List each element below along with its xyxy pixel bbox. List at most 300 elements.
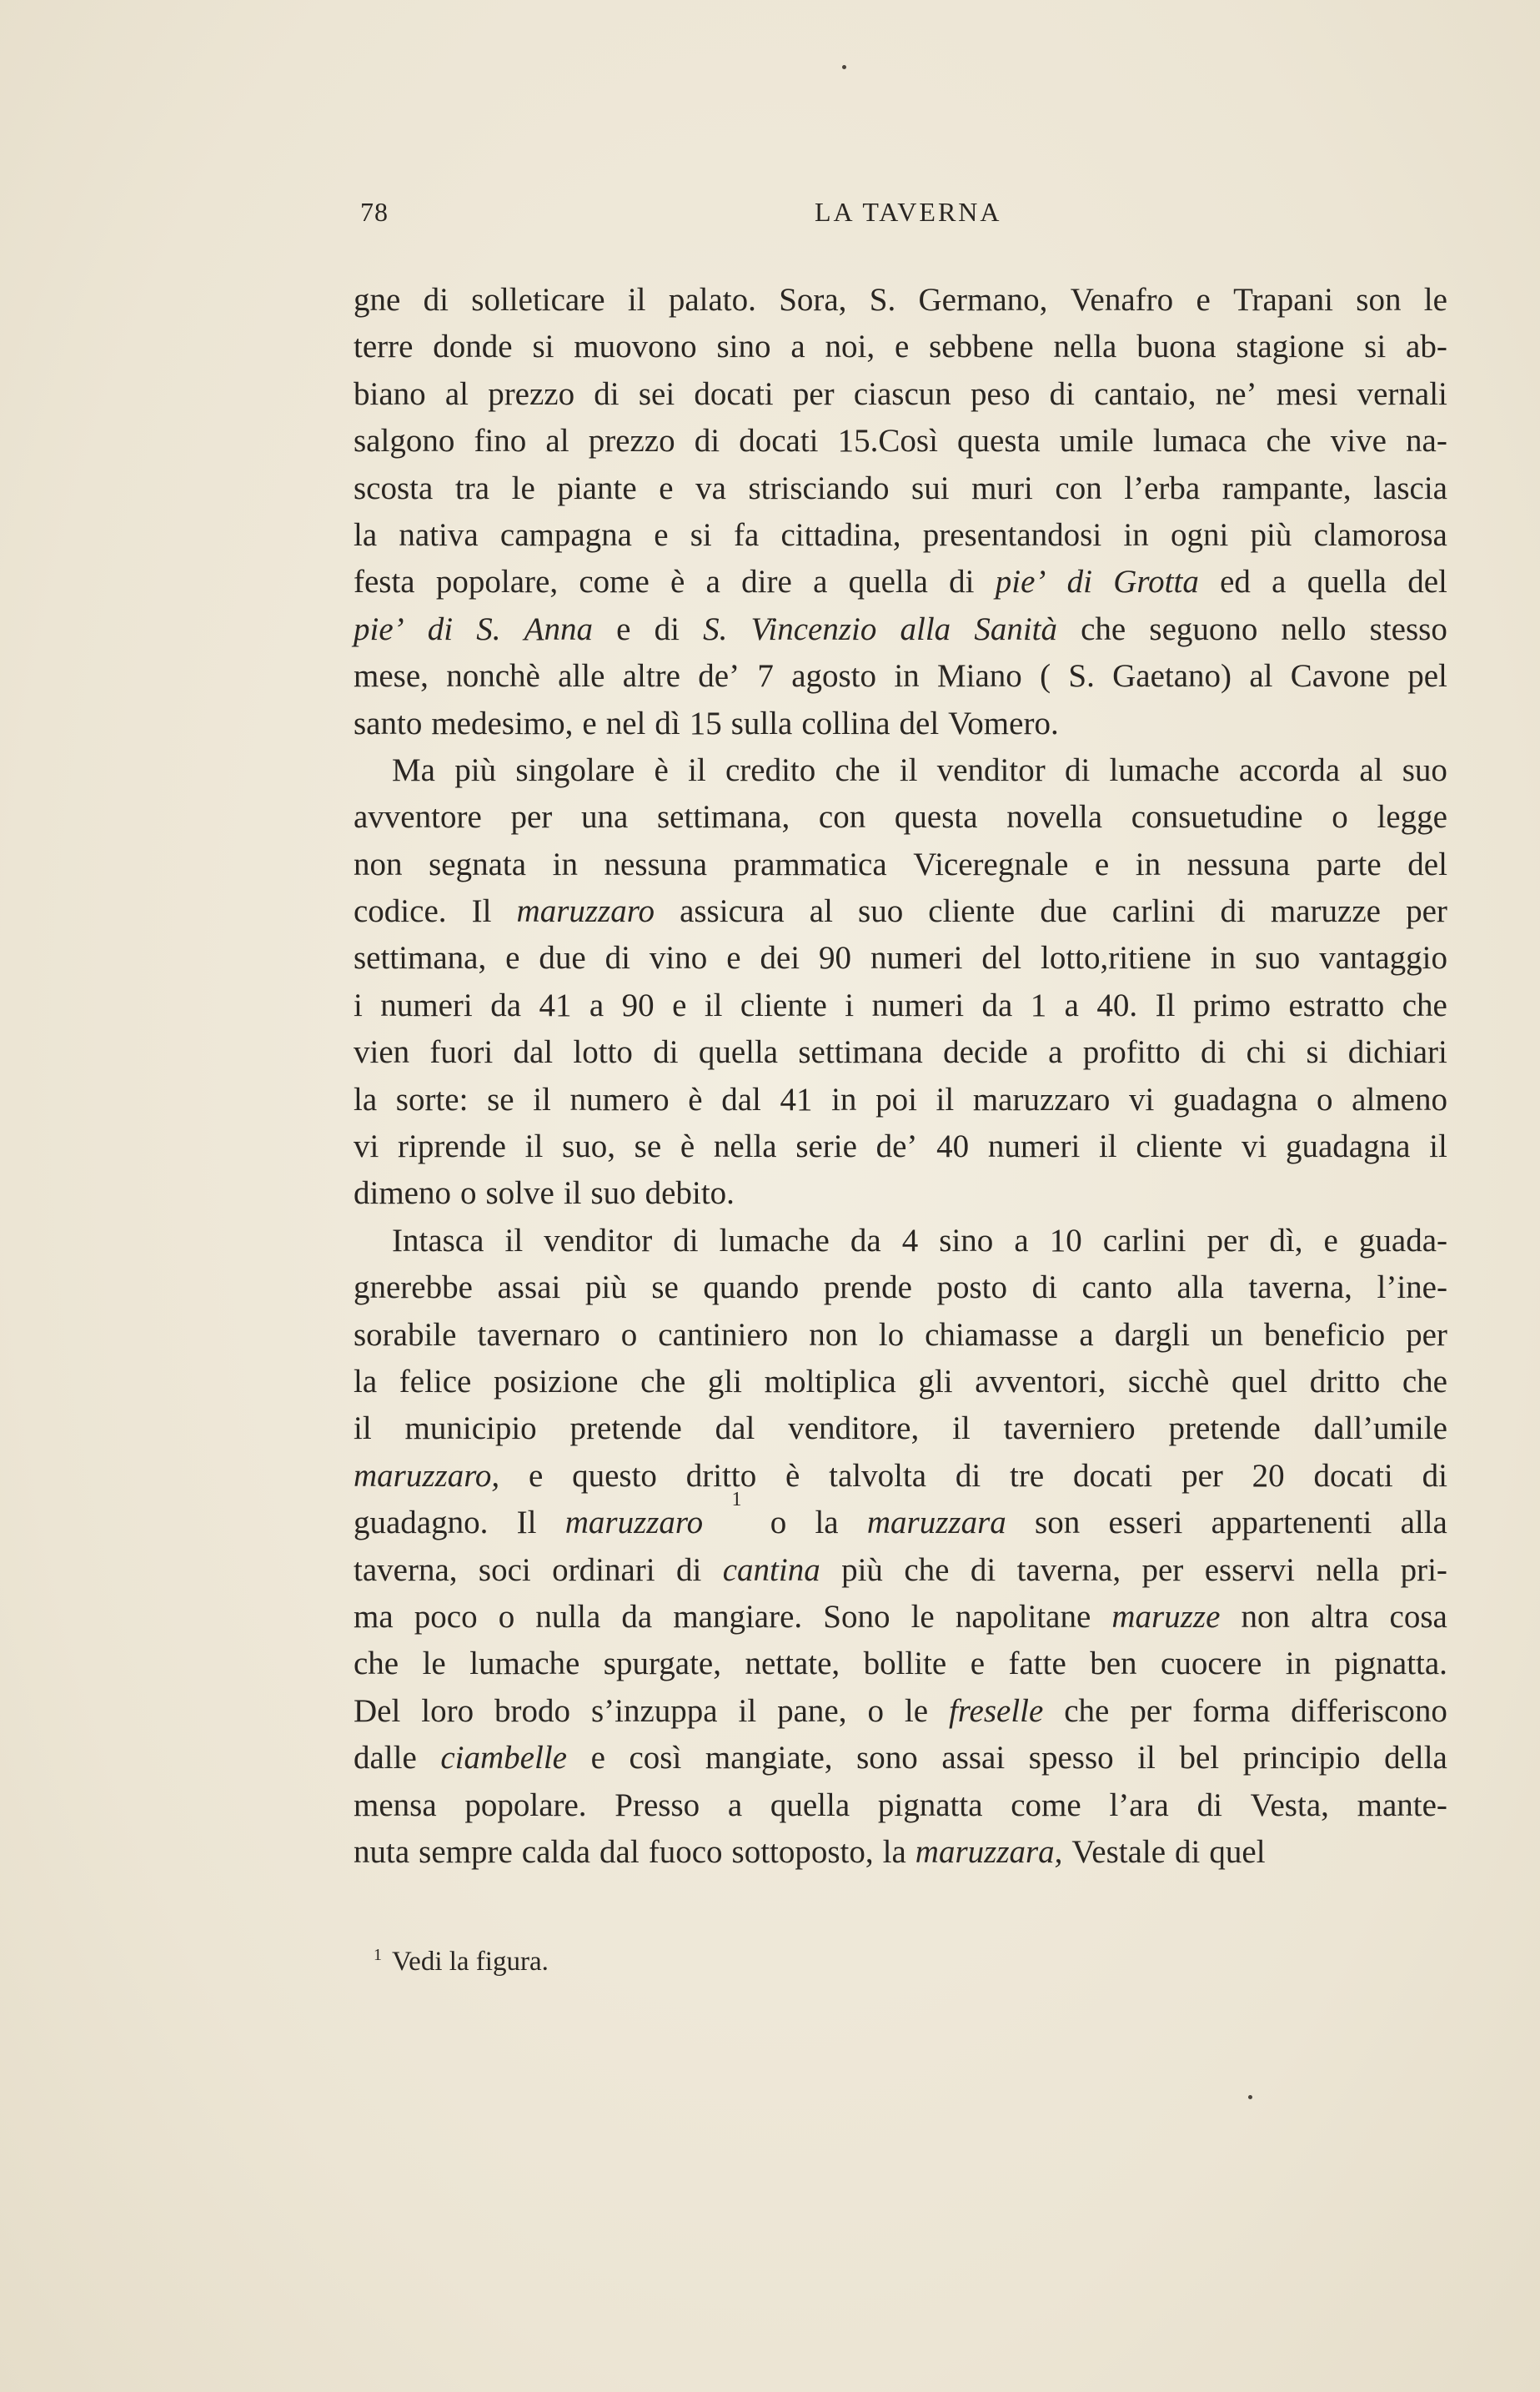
word: medesimo, [431, 705, 574, 741]
word: 20 [1252, 1457, 1285, 1494]
word: che [835, 751, 880, 788]
word: poco [414, 1598, 478, 1635]
word: di [675, 1551, 702, 1588]
word: maruzze [1270, 893, 1381, 930]
word: maruzzaro [972, 1081, 1111, 1118]
word: novella [1006, 799, 1103, 836]
word: se [487, 1081, 514, 1118]
word: e [505, 940, 520, 977]
word: piante [557, 470, 637, 506]
page-header [360, 197, 1019, 237]
word: loro [421, 1692, 474, 1729]
word: di [955, 1457, 981, 1494]
word: avventori, [975, 1363, 1106, 1400]
word: o [867, 1692, 884, 1729]
word: numeri [380, 987, 473, 1023]
word: alla [1176, 1269, 1224, 1306]
word: ed [1220, 564, 1251, 601]
word: chi [1246, 1034, 1287, 1071]
word: muri [971, 470, 1033, 506]
word: vantaggio [1319, 940, 1447, 977]
word: da [490, 987, 521, 1023]
word: brodo [494, 1692, 571, 1729]
word: suo [858, 893, 904, 930]
word: il [1098, 1128, 1117, 1165]
word: dichiari [1347, 1034, 1447, 1071]
word: taverniero [1003, 1410, 1136, 1447]
word: estratto [1288, 987, 1385, 1023]
word: lumache [1109, 751, 1220, 788]
word: lumache [719, 1222, 830, 1259]
word: lumache [469, 1646, 580, 1682]
word: 7 [757, 658, 774, 695]
word: di [604, 940, 630, 977]
text-line [354, 1641, 1447, 1687]
word: con [1055, 470, 1102, 506]
word: quel [1231, 1363, 1288, 1400]
word: carlini [1102, 1222, 1186, 1259]
word: al [444, 375, 469, 412]
text-line [354, 1123, 1447, 1170]
word: quella [1307, 564, 1387, 601]
word: di [1200, 1034, 1226, 1071]
word: vi [1241, 1128, 1267, 1165]
word: venditor [936, 751, 1046, 788]
word: quella [770, 1786, 850, 1823]
word: che [354, 1646, 399, 1682]
word: il [688, 751, 706, 788]
word: ma [354, 1598, 394, 1635]
word: per [792, 375, 835, 412]
word: di [427, 611, 454, 647]
word: Trapani [1233, 282, 1333, 318]
word: una [580, 799, 629, 836]
word: non [809, 1316, 858, 1353]
word: nella [1316, 1551, 1380, 1588]
word: di [1049, 375, 1075, 412]
word: si [532, 329, 554, 365]
word: Sono [823, 1598, 890, 1635]
word: solleticare [471, 282, 605, 318]
word: il [354, 1410, 372, 1447]
word: dì, [1269, 1222, 1303, 1259]
word: Germano, [918, 282, 1048, 318]
word: tavernaro [477, 1316, 600, 1353]
word: Intasca [392, 1222, 484, 1259]
word: buona [1136, 329, 1216, 365]
word: Cavone [1290, 658, 1390, 695]
word: S. [869, 282, 896, 318]
word: 4 [901, 1222, 919, 1259]
word: settimana [798, 1034, 923, 1071]
word: il [533, 1081, 551, 1118]
word: tra [454, 470, 490, 506]
word: nonchè [446, 658, 540, 695]
word: i [354, 987, 363, 1023]
word: primo [1192, 987, 1272, 1023]
word: maruzzaro [564, 1505, 704, 1541]
text-line [354, 1829, 1447, 1876]
word: e [894, 329, 910, 365]
word: Viceregnale [913, 846, 1069, 882]
word: pie’ [995, 564, 1046, 601]
word: alle [558, 658, 605, 695]
word: che [1081, 611, 1126, 647]
word: la [354, 1363, 378, 1400]
word: stesso [1369, 611, 1447, 647]
word: canto [1081, 1269, 1152, 1306]
word: guadagna [1172, 1081, 1298, 1118]
text-line [354, 1688, 1447, 1735]
word: suo [590, 1175, 636, 1212]
word: soci [478, 1551, 531, 1588]
word: cittadina, [780, 516, 901, 553]
word: maruzzara, [915, 1833, 1063, 1870]
word: di [1220, 893, 1246, 930]
text-line [354, 842, 1447, 888]
word: a [1079, 1316, 1094, 1353]
text-line [354, 1735, 1447, 1781]
word: sono [856, 1740, 918, 1776]
word: o [770, 1505, 787, 1541]
text-line [354, 1218, 1447, 1264]
text-line [354, 1594, 1447, 1641]
word: numero [569, 1081, 670, 1118]
word: un [1210, 1316, 1243, 1353]
word: che [1402, 1363, 1447, 1400]
word: se [651, 1269, 679, 1306]
word: e [528, 1457, 544, 1494]
word: e [672, 987, 687, 1023]
word: cliente [740, 987, 827, 1023]
word: numeri [987, 1128, 1081, 1165]
word: il [899, 751, 918, 788]
word: Presso [614, 1786, 700, 1823]
word: la [882, 1833, 906, 1870]
word: della [1384, 1740, 1447, 1776]
text-line [354, 1264, 1447, 1311]
text-line [354, 701, 1447, 747]
word: ab- [1406, 329, 1447, 365]
word: ne’ [1215, 375, 1257, 412]
text-line [354, 1782, 1447, 1829]
word: dal [513, 1034, 554, 1071]
text-line [354, 1359, 1447, 1405]
word: Gaetano) [1112, 658, 1232, 695]
word: 40. [1096, 987, 1138, 1023]
word: assai [941, 1740, 1006, 1776]
word: vi [1129, 1081, 1155, 1118]
word: popolare. [464, 1786, 587, 1823]
word: cliente [1136, 1128, 1223, 1165]
word: ciambelle [440, 1740, 567, 1776]
word: gli [707, 1363, 743, 1400]
word: mangiare. [673, 1598, 803, 1635]
word: scosta [354, 470, 434, 506]
word: posto [936, 1269, 1007, 1306]
text-line [354, 747, 1447, 794]
word: al [1359, 751, 1383, 788]
word: come [1011, 1786, 1081, 1823]
word: nativa [399, 516, 479, 553]
word: o [498, 1598, 515, 1635]
word: il [1137, 1740, 1156, 1776]
word: a [1272, 564, 1287, 601]
word: appartenenti [1211, 1505, 1372, 1541]
word: sebbene [929, 329, 1034, 365]
word: mante- [1357, 1786, 1447, 1823]
word: prammatica [733, 846, 887, 882]
word: in [894, 658, 920, 695]
word: del [1407, 846, 1447, 882]
word: dei [760, 940, 800, 977]
word: quella [848, 564, 928, 601]
text-line [354, 606, 1447, 653]
word: prezzo [588, 423, 675, 460]
word: assicura [680, 893, 785, 930]
word: questa [957, 423, 1041, 460]
word: dritto [685, 1457, 757, 1494]
footnote [374, 1938, 549, 1978]
word: nettate, [745, 1646, 840, 1682]
word: del [899, 705, 940, 741]
word: cantiniero [658, 1316, 789, 1353]
word: tre [1010, 1457, 1045, 1494]
word: taverna, [1016, 1551, 1121, 1588]
word: 10 [1049, 1222, 1082, 1259]
word: serie [795, 1128, 857, 1165]
word: bel [1179, 1740, 1220, 1776]
word: e [582, 705, 597, 741]
word: sino [716, 329, 771, 365]
text-line [354, 465, 1447, 512]
word: docati [739, 423, 819, 460]
word: poi [875, 1081, 917, 1118]
word: e [1094, 846, 1110, 882]
word: mesi [1276, 375, 1338, 412]
word: 15.Così [837, 423, 938, 460]
word: cuocere [1161, 1646, 1262, 1682]
word: maruzzaro, [354, 1457, 500, 1494]
word: Vesta, [1250, 1786, 1329, 1823]
word: settimana, [354, 940, 487, 977]
word: l’erba [1124, 470, 1201, 506]
word: le [1423, 282, 1447, 318]
word: Del [354, 1692, 401, 1729]
word: taverna, [354, 1551, 458, 1588]
word: guadagna [1285, 1128, 1411, 1165]
word: maruzze [1111, 1598, 1221, 1635]
text-line [354, 1029, 1447, 1076]
word: per [1181, 1457, 1223, 1494]
word: vien [354, 1034, 410, 1071]
text-line [354, 418, 1447, 465]
word: maruzzara [866, 1505, 1006, 1541]
word: il [936, 1081, 955, 1118]
word: mangiate, [705, 1740, 833, 1776]
word: come [579, 564, 650, 601]
word: donde [433, 329, 513, 365]
word: sino [939, 1222, 994, 1259]
word: altre [622, 658, 680, 695]
word: che [1064, 1692, 1110, 1729]
word: solve [485, 1175, 554, 1212]
text-line [354, 794, 1447, 841]
word: son [1356, 282, 1402, 318]
word: si [1364, 329, 1387, 365]
word: dritto [1309, 1363, 1381, 1400]
word: nessuna [1186, 846, 1291, 882]
footnote-text: Vedi la figura. [392, 1947, 549, 1977]
word: felice [399, 1363, 472, 1400]
word: in [831, 1081, 857, 1118]
word: è [670, 564, 685, 601]
word: Anna [524, 611, 593, 647]
word: pignatta. [1334, 1646, 1447, 1682]
word: fuori [429, 1034, 494, 1071]
word: va [695, 470, 726, 506]
word: di [970, 1551, 996, 1588]
word: legge [1377, 799, 1447, 836]
word: gnerebbe [354, 1269, 473, 1306]
text-line [354, 1077, 1447, 1123]
word: clamorosa [1313, 516, 1447, 553]
word: e [616, 611, 631, 647]
word: di [1422, 1457, 1447, 1494]
word: son [1035, 1505, 1081, 1541]
word: moltiplica [764, 1363, 896, 1400]
word: spesso [1028, 1740, 1114, 1776]
word: suo [1402, 751, 1447, 788]
word: di [1064, 751, 1091, 788]
word: nella [713, 1128, 777, 1165]
text-line [354, 1405, 1447, 1452]
word: al [545, 423, 569, 460]
word: sicchè [1127, 1363, 1210, 1400]
word: Miano [936, 658, 1022, 695]
word: di [673, 1222, 699, 1259]
word: in [1210, 940, 1237, 977]
word: dalle [354, 1740, 417, 1776]
word: quel [1209, 1833, 1266, 1870]
word: più [584, 1269, 627, 1306]
word: decide [943, 1034, 1028, 1071]
word: cosa [1389, 1598, 1447, 1635]
word: gli [918, 1363, 953, 1400]
word: più [841, 1551, 883, 1588]
word: di [694, 423, 720, 460]
word: segnata [429, 846, 527, 882]
word: Venafro [1070, 282, 1174, 318]
word: fa [733, 516, 760, 553]
text-line [354, 559, 1447, 606]
word: pretende [1168, 1410, 1281, 1447]
word: il [1429, 1128, 1447, 1165]
word: per [1406, 893, 1447, 930]
word: 41 [539, 987, 572, 1023]
word: dal [715, 1410, 755, 1447]
word: cantina [722, 1551, 820, 1588]
word: de’ [698, 658, 740, 695]
word: Ma [392, 751, 435, 788]
word: di [1066, 564, 1092, 601]
word: beneficio [1264, 1316, 1386, 1353]
word: se [634, 1128, 662, 1165]
word: il [524, 1128, 544, 1165]
word: docati [694, 375, 774, 412]
word: debito. [645, 1175, 735, 1212]
word: pignatta [877, 1786, 983, 1823]
word: di [594, 375, 620, 412]
word: maruzzaro [516, 893, 655, 930]
word: le [904, 1692, 929, 1729]
word: numeri [871, 987, 965, 1023]
word: differiscono [1291, 1692, 1447, 1729]
word: da [981, 987, 1013, 1023]
word: e [590, 1740, 605, 1776]
word: lascia [1373, 470, 1447, 506]
word: ben [1090, 1646, 1137, 1682]
word: il [563, 1175, 582, 1212]
word: fuoco [648, 1833, 723, 1870]
word: pri- [1400, 1551, 1447, 1588]
text-line [354, 888, 1447, 935]
word: esseri [1108, 1505, 1183, 1541]
word: suo, [562, 1128, 615, 1165]
word: gne [354, 282, 401, 318]
word: ciascun [853, 375, 951, 412]
word: profitto [1082, 1034, 1181, 1071]
word: strisciando [748, 470, 890, 506]
text-line [354, 1170, 1447, 1217]
word: sulla [730, 705, 793, 741]
word: per [510, 799, 553, 836]
word: di [654, 611, 680, 647]
word: de’ [875, 1128, 918, 1165]
word: e [654, 516, 669, 553]
text-line [354, 277, 1447, 324]
body-text [354, 277, 1447, 1876]
text-line [354, 1547, 1447, 1594]
print-speck [842, 65, 846, 69]
word: e [1323, 1222, 1338, 1259]
word: venditore, [788, 1410, 920, 1447]
word: di [653, 1034, 679, 1071]
word: pretende [569, 1410, 682, 1447]
word: nel [605, 705, 646, 741]
word: dal [599, 1833, 640, 1870]
word: lotto,ritiene [1040, 940, 1191, 977]
word: a [589, 987, 604, 1023]
word: pie’ [354, 611, 404, 647]
word: santo [354, 705, 423, 741]
word: i [845, 987, 855, 1023]
word: guadagno. [354, 1505, 489, 1541]
word: il [704, 987, 723, 1023]
word: credito [725, 751, 816, 788]
word: 41 [780, 1081, 813, 1118]
word: con [818, 799, 866, 836]
word: assai [497, 1269, 561, 1306]
word: prende [823, 1269, 912, 1306]
word: a [1014, 1222, 1029, 1259]
word: guada- [1358, 1222, 1447, 1259]
word: in [552, 846, 578, 882]
word: mese, [354, 658, 429, 695]
word: stagione [1236, 329, 1345, 365]
word: di [949, 564, 975, 601]
word: le [910, 1598, 935, 1635]
